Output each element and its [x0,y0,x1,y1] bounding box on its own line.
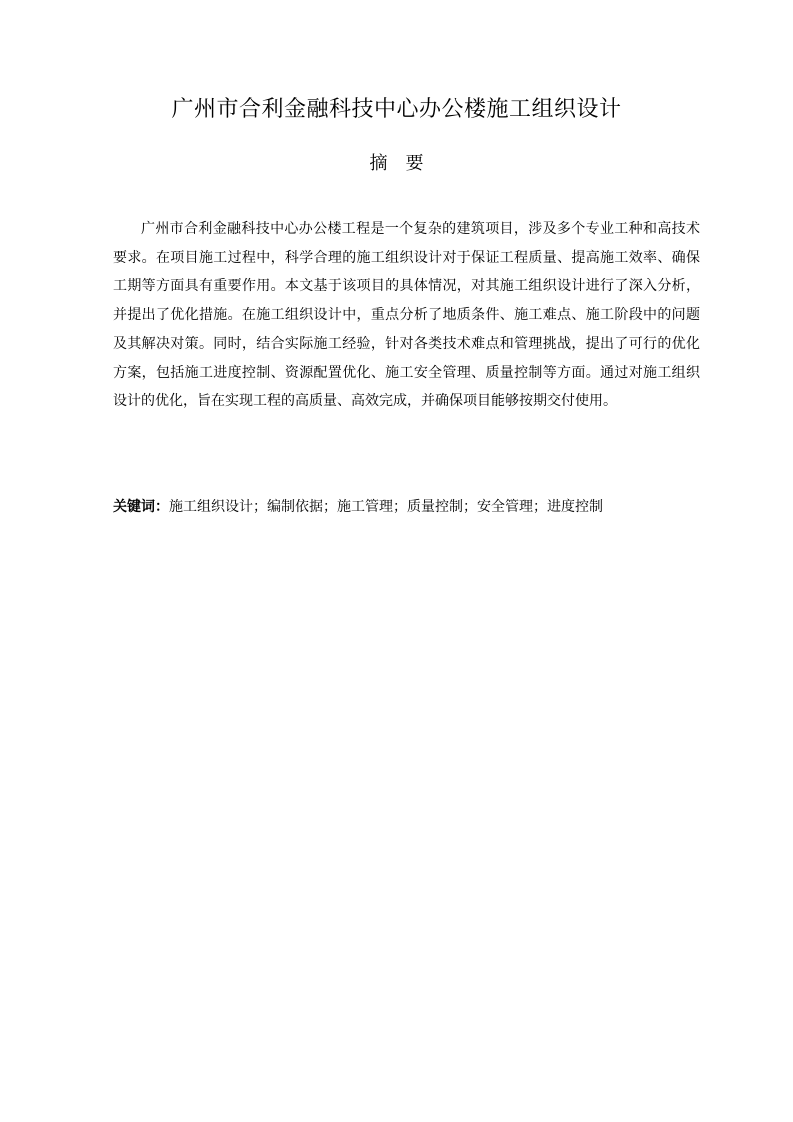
abstract-heading: 摘 要 [369,153,424,174]
keywords-line [113,495,700,519]
abstract-paragraph: 广州市合利金融科技中心办公楼工程是一个复杂的建筑项目，涉及多个专业工种和高技术要求。在项目施工过程中，科学合理的施工组织设计对于保证工程质量、提高施工效率、确保工期等方面具有重要作用。本文基于该项目的具体情况，对其施工组织设计进行了深入分析，并提出了优化措施。在施工组织设计中，重点分析了地质条件、施工难点、施工阶段中的问题及其解决对策。同时，结合实际施工经验，针对各类技术难点和管理挑战，提出了可行的优化方案，包括施工进度控制、资源配置优化、施工安全管理、质量控制等方面。通过对施工组织设计的优化，旨在实现工程的高质量、高效完成，并确保项目能够按期交付使用。 [113,221,700,410]
keywords-list: 施工组织设计；编制依据；施工管理；质量控制；安全管理；进度控制 [169,499,603,515]
document-title: 广州市合利金融科技中心办公楼施工组织设计 [171,97,622,122]
keywords-label: 关键词： [113,499,169,515]
